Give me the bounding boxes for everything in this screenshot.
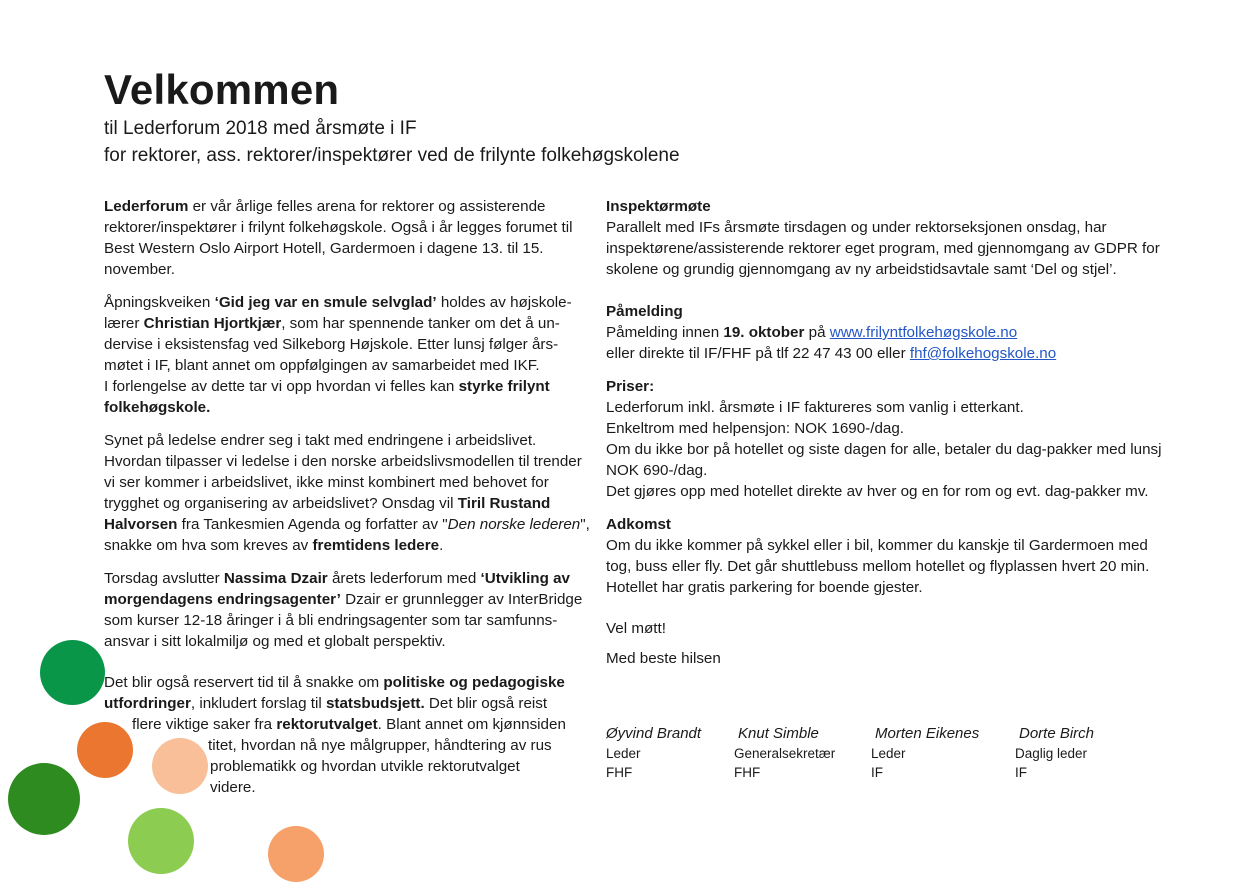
bold-text: styrke frilynt folkehøgskole. <box>104 378 550 416</box>
prices-line-2: Enkeltrom med helpensjon: NOK 1690-/dag. <box>606 420 905 437</box>
text: holdes av højskolelærer <box>104 294 572 332</box>
text: eller direkte til IF/FHF på tlf 22 47 43 00 eller <box>606 345 910 362</box>
signature-role: Leder <box>871 746 906 761</box>
bold-text: fremtidens ledere <box>312 537 440 554</box>
signature-name: Morten Eikenes <box>875 725 980 742</box>
text: er vår årlige felles arena for rektorer og assisterende rektorer/inspektører i frilynt folkehøgskole. Også i år legges forumet til Best Western Oslo Airport Hotell, Gardermoen i dagene 13. til 15. november. <box>104 198 573 278</box>
signature-org: FHF <box>606 765 633 780</box>
bold-text: Lederforum <box>104 198 189 215</box>
signature-name: Øyvind Brandt <box>606 725 702 742</box>
text-line: videre. <box>210 779 256 796</box>
heading: Påmelding <box>606 303 683 320</box>
text: Åpningskveiken <box>104 294 215 311</box>
bold-text: ‘Gid jeg var en smule selvglad’ <box>214 294 437 311</box>
text: , som har spennende tanker om det å undervise i eksistensfag ved Silkeborg Højskole. Etter lunsj følger årsmøtet i IF, blant annet om oppfølgingen av samarbeidet med IKF. <box>104 315 560 374</box>
bold-text: Christian Hjortkjær <box>143 315 282 332</box>
text: Torsdag avslutter <box>104 570 224 587</box>
text: , inkludert forslag til <box>190 695 326 712</box>
text: Det blir også reservert tid til å snakke om <box>104 674 384 691</box>
subtitle-line-1: til Lederforum 2018 med årsmøte i IF <box>104 118 417 139</box>
email-link[interactable]: fhf@folkehogskole.no <box>909 345 1057 362</box>
text: . <box>439 537 444 554</box>
bold-text: statsbudsjett. <box>325 695 425 712</box>
heading: Inspektørmøte <box>606 198 711 215</box>
text: Det blir også reist <box>424 695 548 712</box>
text: flere viktige saker fra <box>132 716 277 733</box>
inspector-text: Parallelt med IFs årsmøte tirsdagen og under rektorseksjonen onsdag, har inspektørene/assisterende rektorer eget program, med gjennomgang av GDPR for skolene og grundig gjennomgang av ny arbeidstidsavtale samt ‘Del og stjel’. <box>606 219 1160 278</box>
travel-text: Om du ikke kommer på sykkel eller i bil, kommer du kanskje til Gardermoen med tog, buss eller fly. Det går shuttlebuss mellom hotellet og flyplassen hvert 20 min. Hotellet har gratis parkering for boende gjester. <box>606 537 1150 596</box>
text: på <box>804 324 830 341</box>
forest-green-circle <box>8 763 80 835</box>
registration-text <box>606 322 1166 364</box>
travel-heading <box>606 514 1166 535</box>
italic-text: Den norske lederen <box>447 516 581 533</box>
subtitle-line-2: for rektorer, ass. rektorer/inspektører ved de frilynte folkehøgskolene <box>104 145 680 166</box>
bold-text: ‘Utvikling av morgendagens endringsagenter’ <box>104 570 570 608</box>
orange-circle <box>77 722 133 778</box>
closing-regards: Med beste hilsen <box>606 650 721 667</box>
left-column <box>104 196 590 798</box>
text: Påmelding innen <box>606 324 724 341</box>
closing-greeting: Vel møtt! <box>606 620 666 637</box>
signature-org: IF <box>871 765 883 780</box>
prices-line-4: Det gjøres opp med hotellet direkte av hver og en for rom og evt. dag-pakker mv. <box>606 483 1149 500</box>
signature <box>871 724 1031 782</box>
prices-line-1: Lederforum inkl. årsmøte i IF faktureres som vanlig i etterkant. <box>606 399 1024 416</box>
signature-role: Leder <box>606 746 641 761</box>
text-line: titet, hvordan nå nye målgrupper, håndtering av rus <box>208 737 552 754</box>
bold-text: Nassima Dzair <box>223 570 328 587</box>
leadership-paragraph <box>104 430 590 556</box>
bold-text: 19. oktober <box>723 324 805 341</box>
light-green-circle <box>128 808 194 874</box>
right-column <box>606 196 1166 669</box>
signature-role: Daglig leder <box>1015 746 1088 761</box>
prices-line-3: Om du ikke bor på hotellet og siste dagen for alle, betaler du dag-pakker med lunsj NOK 690-/dag. <box>606 441 1162 479</box>
text-line <box>104 714 590 735</box>
signature-org: FHF <box>734 765 761 780</box>
page-title: Velkommen <box>104 66 340 113</box>
text: Synet på ledelse endrer seg i takt med endringene i arbeidslivet. Hvordan tilpasser vi ledelse i den norske arbeidslivsmodellen til trender vi ser kommer i arbeidslivet, ikke minst kombinert med behovet for trygghet og organisering av arbeidslivet? Onsdag vil <box>104 432 582 512</box>
signature-org: IF <box>1015 765 1027 780</box>
signature-role: Generalsekretær <box>734 746 836 761</box>
text: . Blant annet om kjønnsiden <box>377 716 566 733</box>
heading: Adkomst <box>606 516 671 533</box>
inspector-heading <box>606 196 1166 217</box>
text: ", snakke om hva som kreves av <box>104 516 590 554</box>
opening-paragraph <box>104 292 590 418</box>
signature-name: Dorte Birch <box>1019 725 1095 742</box>
text: I forlengelse av dette tar vi opp hvordan vi felles kan <box>104 378 459 395</box>
prices-heading <box>606 376 1166 397</box>
signature <box>1015 724 1175 782</box>
bold-text: politiske og pedagogiske utfordringer <box>104 674 565 712</box>
bold-text: Tiril Rustand Halvorsen <box>104 495 551 533</box>
signature-name: Knut Simble <box>738 725 819 742</box>
text-line <box>104 672 590 714</box>
peach-circle <box>152 738 208 794</box>
intro-paragraph <box>104 196 590 280</box>
bold-text: rektorutvalget <box>276 716 378 733</box>
registration-heading <box>606 301 1166 322</box>
text-line: problematikk og hvordan utvikle rektorutvalget <box>210 758 520 775</box>
text: årets lederforum med <box>327 570 481 587</box>
heading: Priser: <box>606 378 655 395</box>
website-link[interactable]: www.frilyntfolkehøgskole.no <box>829 324 1018 341</box>
text: Dzair er grunnlegger av InterBridge som kurser 12-18 åringer i å bli endringsagenter som tar samfunnsansvar i sitt lokalmiljø og med et globalt perspektiv. <box>104 591 583 650</box>
signature <box>734 724 894 782</box>
light-orange-circle <box>268 826 324 882</box>
thursday-paragraph <box>104 568 590 652</box>
text: fra Tankesmien Agenda og forfatter av " <box>177 516 448 533</box>
dark-green-circle <box>40 640 105 705</box>
